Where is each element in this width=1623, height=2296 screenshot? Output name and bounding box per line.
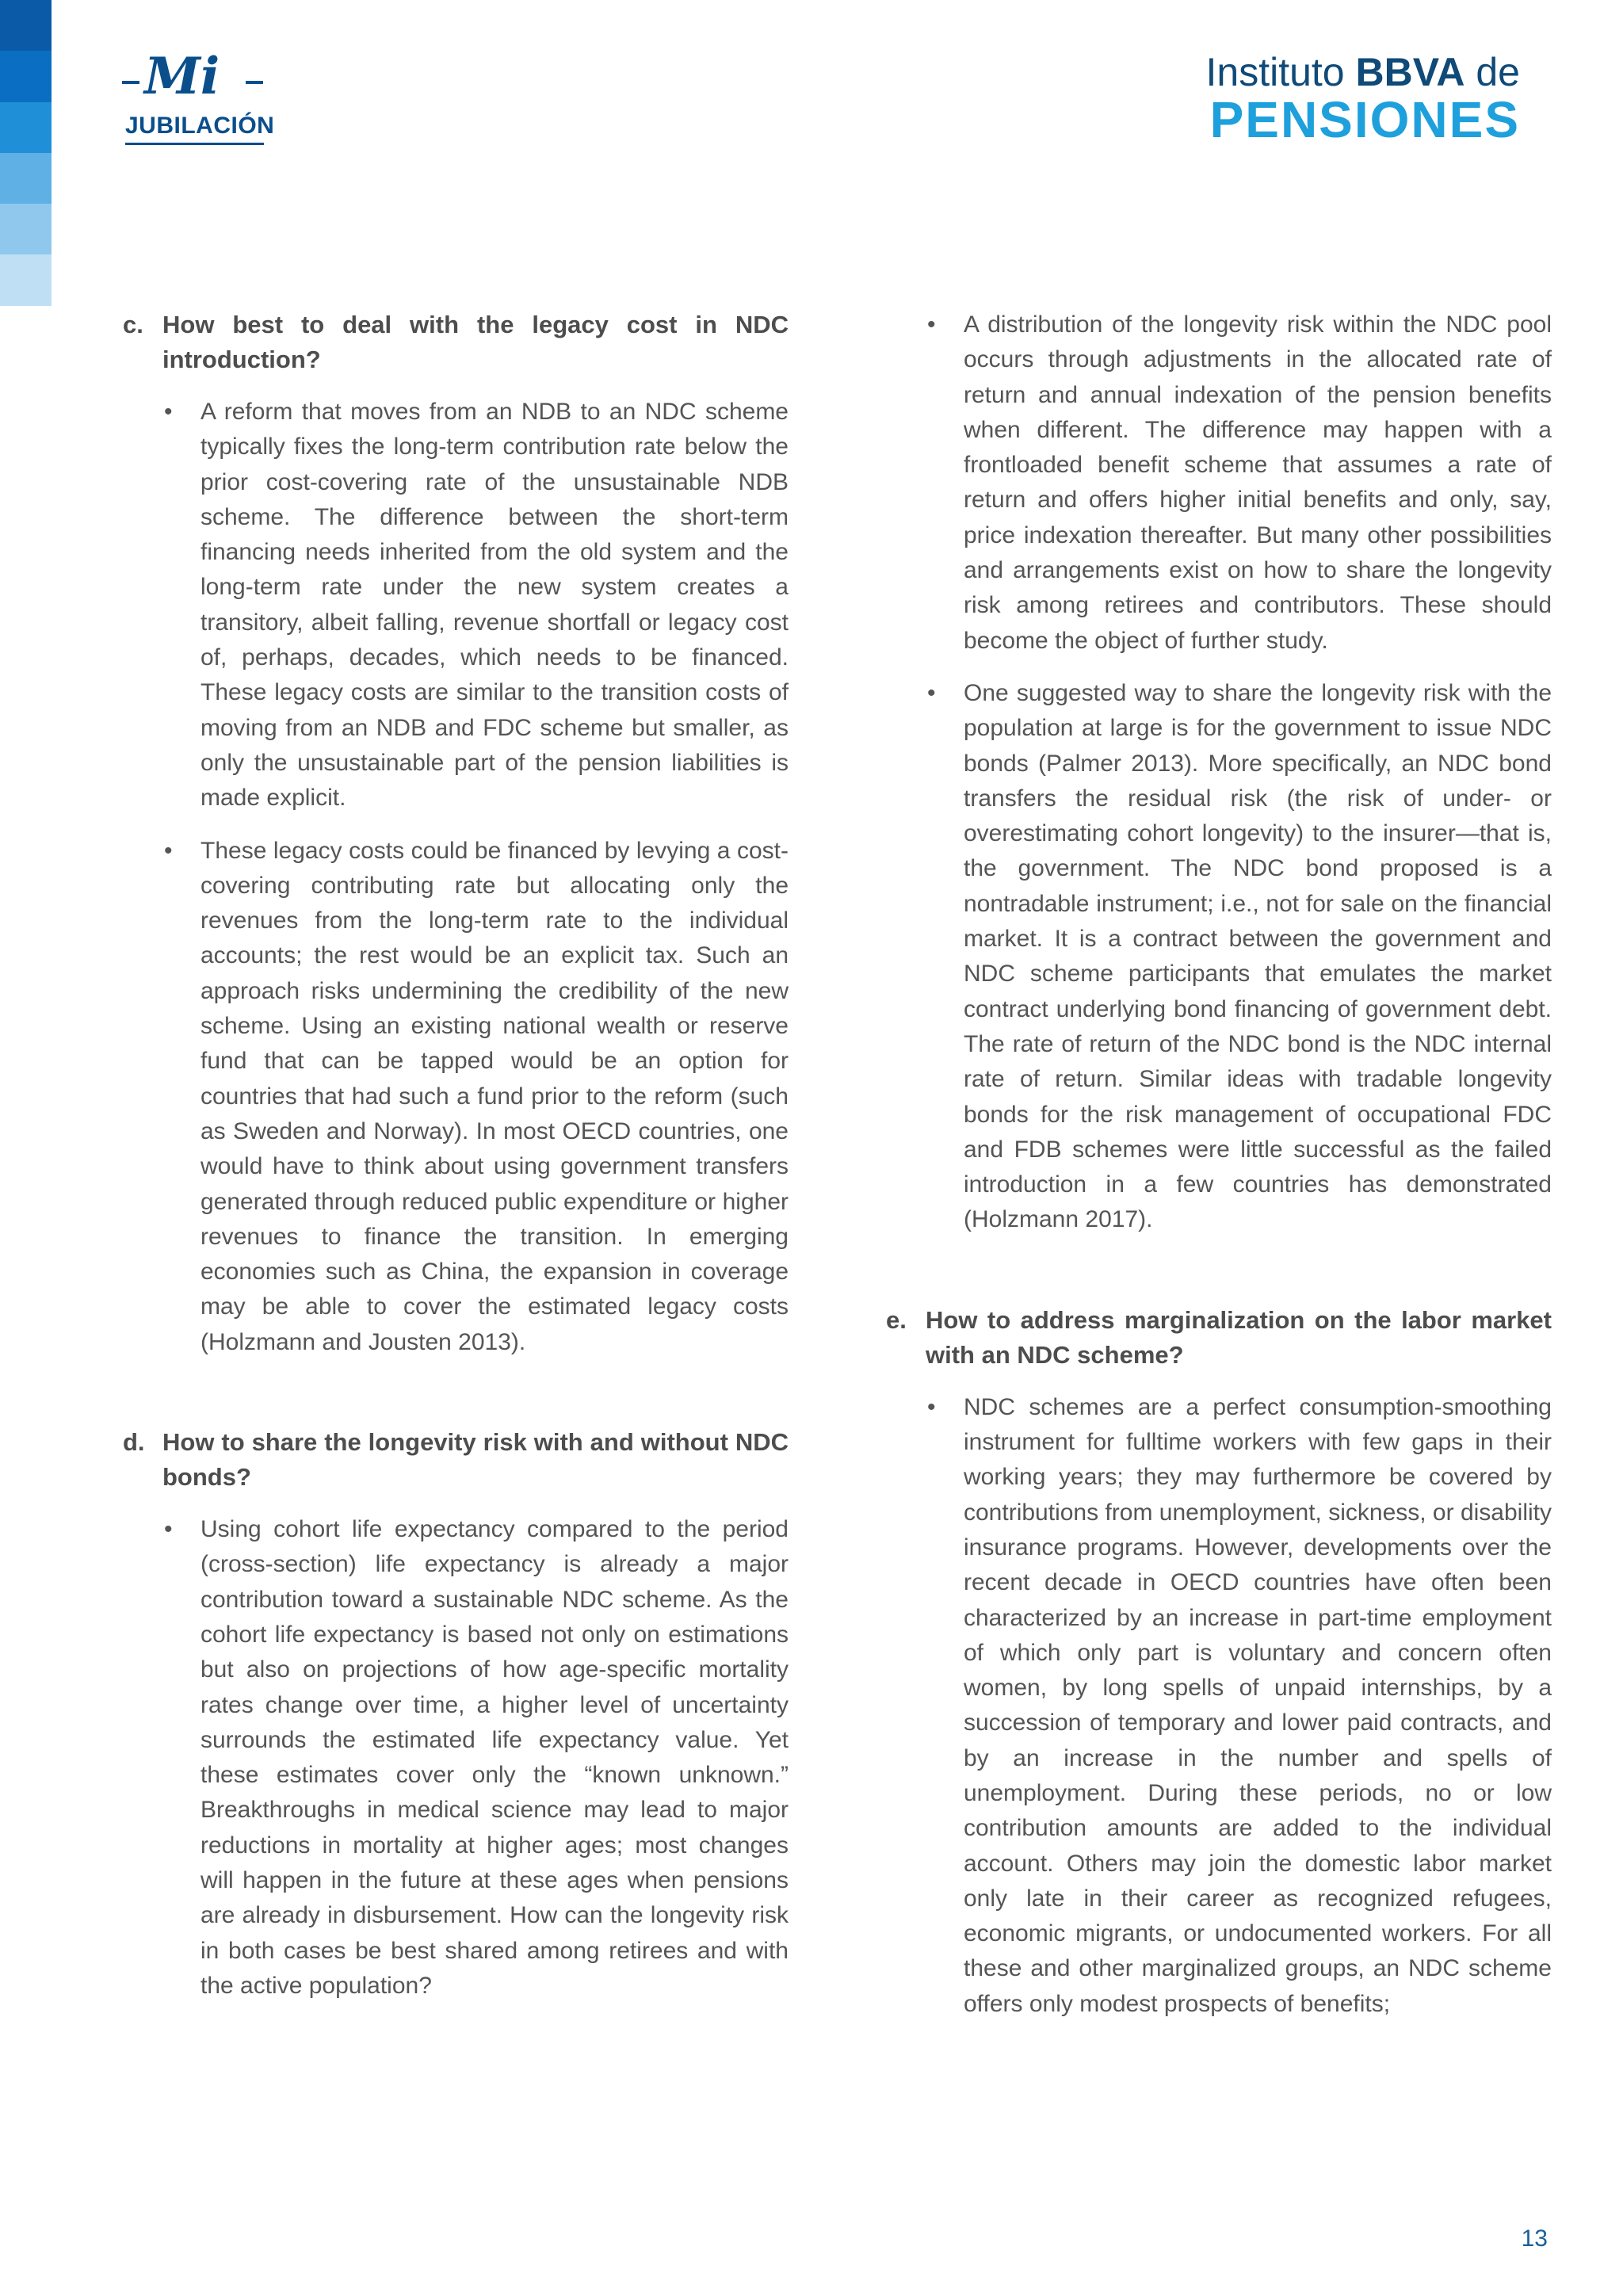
section-e-bullets xyxy=(886,1390,1552,2022)
right-column xyxy=(886,308,1552,2039)
page-number: 13 xyxy=(1521,2225,1548,2252)
bullet-icon: • xyxy=(927,679,936,706)
bbva-logo-line1 xyxy=(1206,49,1520,95)
strip-segment xyxy=(0,51,52,101)
mi-logo-text: Mi xyxy=(144,48,220,103)
mi-logo-label: JUBILACIÓN xyxy=(125,113,275,139)
section-e-letter: e. xyxy=(886,1305,907,1334)
bbva-logo-prefix: Instituto xyxy=(1205,50,1356,94)
bullet-icon: • xyxy=(927,1393,936,1420)
section-d-heading xyxy=(123,1425,789,1495)
strip-segment xyxy=(0,102,52,153)
bbva-logo-suffix: de xyxy=(1465,50,1520,94)
list-item-text: NDC schemes are a perfect consumption-smoothing instrument for fulltime workers with few gaps in their working years; they may furthermore be covered by contributions from unemployment, sickness, or disability insurance programs. However, developments over the recent decade in OECD countries have often been characterized by an increase in part-time employment of which only part is voluntary and concern often women, by long spells of unpaid internships, by a succession of temporary and lower paid contracts, and by an increase in the number and spells of unemployment. During these periods, no or low contribution amounts are added to the individual account. Others may join the domestic labor market only late in their career as recognized refugees, economic migrants, or undocumented workers. For all these and other marginalized groups, an NDC scheme offers only modest prospects of benefits; xyxy=(964,1393,1552,2017)
list-item xyxy=(886,308,1552,659)
section-e-heading xyxy=(886,1303,1552,1373)
list-item xyxy=(123,395,789,816)
section-d-bullets-continued xyxy=(886,308,1552,1238)
mi-logo-underline xyxy=(125,143,264,145)
list-item-text: A reform that moves from an NDB to an NDC scheme typically fixes the long-term contribution rate below the prior cost-covering rate of the unsustainable NDB scheme. The difference between the short-term financing needs inherited from the old system and the long-term rate under the new system creates a transitory, albeit falling, revenue shortfall or legacy cost of, perhaps, decades, which needs to be financed. These legacy costs are similar to the transition costs of moving from an NDB and FDC scheme but smaller, as only the unsustainable part of the pension liabilities is made explicit. xyxy=(200,399,789,812)
section-c-bullets xyxy=(123,395,789,1360)
mi-jubilacion-logo xyxy=(119,48,277,151)
left-column xyxy=(123,308,789,2021)
bbva-logo-brand: BBVA xyxy=(1355,50,1465,94)
strip-segment xyxy=(0,204,52,254)
list-item xyxy=(886,1390,1552,2022)
strip-segment xyxy=(0,153,52,204)
bullet-icon: • xyxy=(164,837,173,864)
list-item xyxy=(123,1512,789,2004)
strip-segment xyxy=(0,254,52,305)
section-c-letter: c. xyxy=(123,311,143,338)
mi-logo-mark xyxy=(119,48,277,103)
list-item-text: These legacy costs could be financed by levying a cost-covering contributing rate but allocating only the revenues from the long-term rate to the individual accounts; the rest would be an explicit tax. Such an approach risks undermining the credibility of the new scheme. Using an existing national wealth or reserve fund that can be tapped would be an option for countries that had such a fund prior to the reform (such as Sweden and Norway). In most OECD countries, one would have to think about using government transfers generated through reduced public expenditure or higher revenues to finance the transition. In emerging economies such as China, the expansion in coverage may be able to cover the estimated legacy costs (Holzmann and Jousten 2013). xyxy=(200,837,789,1355)
section-d-letter: d. xyxy=(123,1428,145,1457)
list-item xyxy=(123,834,789,1360)
bullet-icon: • xyxy=(927,311,936,338)
bbva-logo-line2: PENSIONES xyxy=(1209,91,1520,148)
bullet-icon: • xyxy=(164,1516,173,1543)
list-item-text: Using cohort life expectancy compared to the period (cross-section) life expectancy is already a major contribution toward a sustainable NDC scheme. As the cohort life expectancy is based not only on estimations but also on projections of how age-specific mortality rates change over time, a higher level of uncertainty surrounds the estimated life expectancy value. Yet these estimates cover only the “known unknown.” Breakthroughs in medical science may lead to major reductions in mortality at higher ages; most changes will happen in the future at these ages when pensions are already in disbursement. How can the longevity risk in both cases be best shared among retirees and with the active population? xyxy=(200,1516,789,1999)
bullet-icon: • xyxy=(164,399,173,425)
list-item-text: One suggested way to share the longevity risk with the population at large is for the government to issue NDC bonds (Palmer 2013). More specifically, an NDC bond transfers the residual risk (the risk of under- or overestimating cohort longevity) to the insurer—that is, the government. The NDC bond proposed is a nontradable instrument; i.e., not for sale on the financial market. It is a contract between the government and NDC scheme participants that emulates the market contract underlying bond financing of government debt. The rate of return of the NDC bond is the NDC internal rate of return. Similar ideas with tradable longevity bonds for the risk management of occupational FDC and FDB schemes were little successful as the failed introduction in a few countries has demonstrated (Holzmann 2017). xyxy=(964,679,1552,1233)
section-d-title: How to share the longevity risk with and without NDC bonds? xyxy=(162,1428,789,1492)
section-e-title: How to address marginalization on the labor market with an NDC scheme? xyxy=(926,1305,1552,1369)
section-c-heading xyxy=(123,308,789,377)
decorative-color-strip xyxy=(0,0,52,306)
list-item xyxy=(886,676,1552,1238)
list-item-text: A distribution of the longevity risk within the NDC pool occurs through adjustments in the allocated rate of return and annual indexation of the pension benefits when different. The difference may happen with a frontloaded benefit scheme that assumes a rate of return and offers higher initial benefits and only, say, price indexation thereafter. But many other possibilities and arrangements exist on how to share the longevity risk among retirees and contributors. These should become the object of further study. xyxy=(964,311,1552,654)
bbva-pensiones-logo xyxy=(1205,49,1520,148)
section-c-title: How best to deal with the legacy cost in NDC introduction? xyxy=(162,311,789,373)
strip-segment xyxy=(0,0,52,51)
section-d-bullets xyxy=(123,1512,789,2004)
